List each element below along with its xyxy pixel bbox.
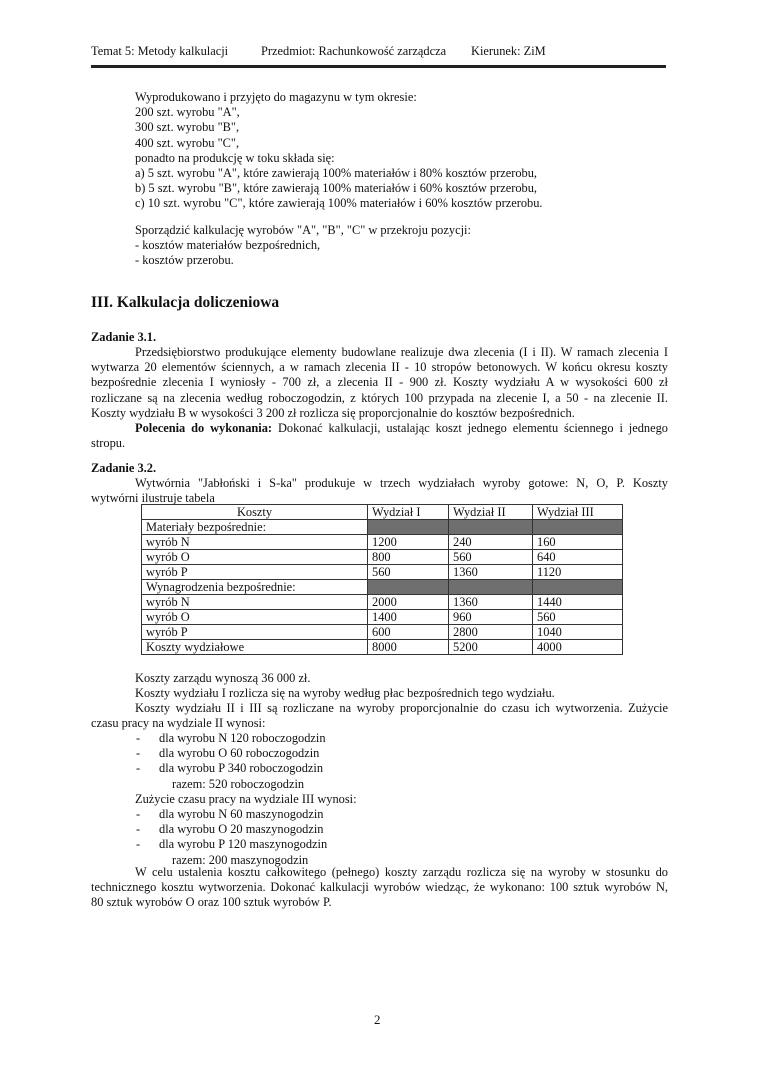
dept2-list [136, 731, 326, 792]
list-item-text: dla wyrobu P 120 maszynogodzin [159, 837, 328, 852]
table-cell: 4000 [533, 640, 623, 655]
command-tail: stropu. [91, 436, 126, 451]
table-row [142, 550, 623, 565]
table-cell: 1040 [533, 625, 623, 640]
dept3-intro: Zużycie czasu pracy na wydziale III wynosi: [135, 792, 357, 806]
table-cell: 2800 [449, 625, 533, 640]
intro-line: ponadto na produkcję w toku składa się: [135, 150, 335, 165]
costs-table [141, 504, 623, 655]
table-cell: 1400 [368, 610, 449, 625]
dept3-list [136, 807, 327, 868]
row-label: wyrób O [142, 610, 368, 625]
section-title: III. Kalkulacja doliczeniowa [91, 294, 280, 311]
task-3-1-body [91, 345, 668, 451]
final-line: 80 sztuk wyrobów O oraz 100 sztuk wyrobów P. [91, 895, 332, 910]
row-label: wyrób P [142, 565, 368, 580]
task-3-2-line: wytwórni ilustruje tabela [91, 491, 215, 506]
task-line: Sporządzić kalkulację wyrobów "A", "B", "C" w przekroju pozycji: [135, 223, 471, 237]
command-label: Polecenia do wykonania: [135, 420, 273, 435]
table-row [142, 595, 623, 610]
table-cell: 800 [368, 550, 449, 565]
row-label: Koszty wydziałowe [142, 640, 368, 655]
row-label: wyrób N [142, 535, 368, 550]
task-3-1-line: Przedsiębiorstwo produkujące elementy budowlane realizuje dwa zlecenia (I i II). W ramach zlecenia I [135, 345, 668, 359]
final-line: technicznego kosztu wytworzenia. Dokonać kalkulacji wyrobów wiedząc, że wykonano: 100 sztuk wyrobów N, [91, 880, 668, 895]
after-table [135, 671, 555, 701]
shaded-cell [449, 580, 533, 595]
table-cell: 1200 [368, 535, 449, 550]
table-header-cell: Koszty [142, 505, 368, 520]
production-intro [135, 90, 543, 212]
row-label: wyrób N [142, 595, 368, 610]
dash-bullet: - [136, 761, 141, 776]
after-line: Koszty wydziału I rozlicza się na wyroby według płac bezpośrednich tego wydziału. [135, 686, 555, 701]
table-cell: 1360 [449, 565, 533, 580]
final-paragraph [91, 865, 668, 911]
shaded-cell [368, 520, 449, 535]
header-topic: Temat 5: Metody kalkulacji [91, 44, 229, 58]
after-line: Koszty zarządu wynoszą 36 000 zł. [135, 671, 311, 685]
dept3-total: razem: 200 maszynogodzin [172, 852, 309, 867]
page-number: 2 [374, 1012, 381, 1027]
table-header-cell: Wydział III [533, 505, 623, 520]
list-item-text: dla wyrobu O 20 maszynogodzin [159, 822, 324, 837]
task-line: - kosztów materiałów bezpośrednich, [135, 238, 321, 253]
table-cell: 600 [368, 625, 449, 640]
dept23-paragraph [91, 701, 668, 731]
table-cell: 640 [533, 550, 623, 565]
list-item [136, 837, 327, 852]
dept23-line: czasu pracy na wydziale II wynosi: [91, 716, 266, 731]
list-item-text: dla wyrobu N 120 roboczogodzin [159, 731, 326, 745]
list-item [136, 761, 326, 776]
table-cell: 1440 [533, 595, 623, 610]
dept2-total: razem: 520 roboczogodzin [172, 776, 305, 791]
row-label: Materiały bezpośrednie: [142, 520, 368, 535]
list-item [136, 807, 327, 822]
table-row [142, 580, 623, 595]
row-label: Wynagrodzenia bezpośrednie: [142, 580, 368, 595]
table-cell: 1120 [533, 565, 623, 580]
table-cell: 5200 [449, 640, 533, 655]
task-3-2-title: Zadanie 3.2. [91, 461, 157, 475]
table-header-cell: Wydział II [449, 505, 533, 520]
dept23-line: Koszty wydziału II i III są rozliczane na wyroby proporcjonalnie do czasu ich wytworzenia. Zużycie [135, 701, 668, 715]
list-item-text: dla wyrobu N 60 maszynogodzin [159, 807, 324, 821]
table-row [142, 565, 623, 580]
header-rule [91, 65, 666, 68]
dash-bullet: - [136, 807, 141, 821]
task-3-1-line: bezpośrednie zlecenia I wyniosły - 700 zł, a zlecenia II - 900 zł. Koszty wydziału A w wysokości 600 zł [91, 375, 668, 390]
intro-line: Wyprodukowano i przyjęto do magazynu w tym okresie: [135, 90, 417, 104]
list-item [136, 731, 326, 746]
table-cell: 560 [533, 610, 623, 625]
intro-line: a) 5 szt. wyrobu "A", które zawierają 100% materiałów i 80% kosztów przerobu, [135, 165, 538, 180]
dash-bullet: - [136, 837, 141, 852]
table-header-cell: Wydział I [368, 505, 449, 520]
task-3-1-command [91, 421, 668, 436]
list-item [136, 822, 327, 837]
table-cell: 240 [449, 535, 533, 550]
table-header-row [142, 505, 623, 520]
table-row [142, 610, 623, 625]
shaded-cell [449, 520, 533, 535]
table-cell: 960 [449, 610, 533, 625]
task-3-2-intro [91, 476, 668, 506]
task-3-2-line: Wytwórnia "Jabłoński i S-ka" produkuje w trzech wydziałach wyroby gotowe: N, O, P. Koszty [135, 476, 668, 490]
table-cell: 560 [368, 565, 449, 580]
row-label: wyrób P [142, 625, 368, 640]
table-row [142, 625, 623, 640]
row-label: wyrób O [142, 550, 368, 565]
list-item-text: dla wyrobu O 60 roboczogodzin [159, 746, 320, 761]
dash-bullet: - [136, 822, 141, 837]
intro-line: 200 szt. wyrobu "A", [135, 105, 240, 120]
table-cell: 2000 [368, 595, 449, 610]
table-cell: 1360 [449, 595, 533, 610]
task-3-1-line: Koszty wydziału B w wysokości 3 200 zł rozlicza się proporcjonalnie do kosztów bezpośrednich. [91, 405, 575, 420]
shaded-cell [533, 580, 623, 595]
command-text: Dokonać kalkulacji, ustalając koszt jednego elementu ściennego i jednego [272, 420, 668, 435]
table-cell: 160 [533, 535, 623, 550]
task-line: - kosztów przerobu. [135, 253, 234, 268]
dash-bullet: - [136, 731, 141, 745]
intro-line: b) 5 szt. wyrobu "B", które zawierają 100% materiałów i 60% kosztów przerobu, [135, 181, 538, 196]
task-3-1-line: wytwarza 20 elementów ściennych, a w ramach zlecenia II - 10 stropów betonowych. W końcu okresu koszty [91, 360, 668, 375]
shaded-cell [368, 580, 449, 595]
intro-line: 400 szt. wyrobu "C", [135, 135, 240, 150]
intro-line: c) 10 szt. wyrobu "C", które zawierają 100% materiałów i 60% kosztów przerobu. [135, 196, 543, 211]
task-3-1-title: Zadanie 3.1. [91, 330, 157, 344]
intro-task [135, 223, 471, 269]
table-row [142, 535, 623, 550]
list-item [136, 746, 326, 761]
shaded-cell [533, 520, 623, 535]
table-cell: 8000 [368, 640, 449, 655]
list-item-text: dla wyrobu P 340 roboczogodzin [159, 761, 324, 776]
dash-bullet: - [136, 746, 141, 761]
table-row [142, 640, 623, 655]
header-subject: Przedmiot: Rachunkowość zarządcza [261, 44, 447, 58]
table-row [142, 520, 623, 535]
task-3-1-line: rozliczane są na zlecenia według roboczogodzin, z których 100 przypada na zlecenie I, a 50 - na zlecenie II. [91, 390, 668, 405]
final-line: W celu ustalenia kosztu całkowitego (pełnego) koszty zarządu rozlicza się na wyroby w stosunku do [135, 865, 668, 879]
header-direction: Kierunek: ZiM [471, 44, 546, 58]
table-cell: 560 [449, 550, 533, 565]
intro-line: 300 szt. wyrobu "B", [135, 120, 240, 135]
